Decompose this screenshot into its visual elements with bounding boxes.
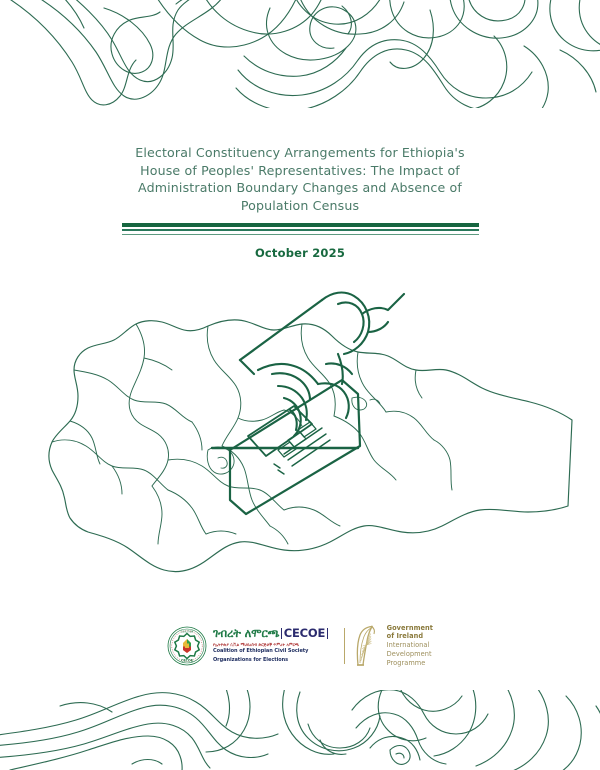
ireland-line-of-ireland: of Ireland (386, 632, 424, 640)
svg-text:CECOE: CECOE (181, 657, 193, 662)
rule-thick (122, 223, 479, 227)
top-contour-decoration (0, 0, 600, 108)
rule-thin (122, 234, 479, 236)
svg-text:COALITION: COALITION (180, 630, 194, 634)
ireland-line-programme: Programme (386, 659, 426, 667)
cecoe-english-line-1: Coalition of Ethiopian Civil Society (212, 648, 309, 655)
title-line-3: Administration Boundary Changes and Absence of (138, 180, 462, 196)
cecoe-seal-icon (167, 626, 207, 666)
title-rule-group (122, 223, 479, 235)
ireland-line-international: International (386, 641, 430, 649)
title-line-2: House of Peoples' Representatives: The Impact of (140, 162, 460, 178)
title-block (0, 144, 600, 260)
cecoe-wordmark-amharic: ገብረት ለሞርጫ (212, 625, 280, 640)
ethiopia-map-ballot-illustration (22, 278, 578, 608)
ireland-line-development: Development (386, 650, 432, 658)
map-outline (49, 320, 572, 572)
cecoe-amharic-subtitle: የኢትዮጵያ ሲቪል ማህበረሰብ ድርጅቶች ጥምረት ለምርጫ (212, 641, 299, 647)
cecoe-logo (167, 626, 328, 666)
title-line-4: Population Census (240, 197, 360, 213)
footer-logo-divider (344, 628, 345, 664)
government-of-ireland-logo (354, 624, 433, 667)
cecoe-text-block (212, 625, 328, 663)
bottom-contour-decoration (0, 690, 600, 770)
cecoe-wordmark-acronym: CECOE (281, 628, 327, 640)
hand-with-ballot-illustration (240, 293, 404, 436)
page-title (120, 144, 480, 214)
ballot-box-illustration (212, 380, 360, 514)
title-line-1: Electoral Constituency Arrangements for Ethiopia's (135, 145, 465, 160)
footer-logo-row (0, 624, 600, 667)
irish-harp-icon (354, 625, 380, 667)
publication-date: October 2025 (254, 246, 346, 261)
cecoe-english-line-2: Organizations for Elections (212, 656, 289, 663)
rule-medium (122, 229, 479, 231)
ireland-line-government: Government (386, 624, 433, 632)
cecoe-wordmark (212, 625, 328, 640)
ireland-text-block (387, 624, 433, 667)
